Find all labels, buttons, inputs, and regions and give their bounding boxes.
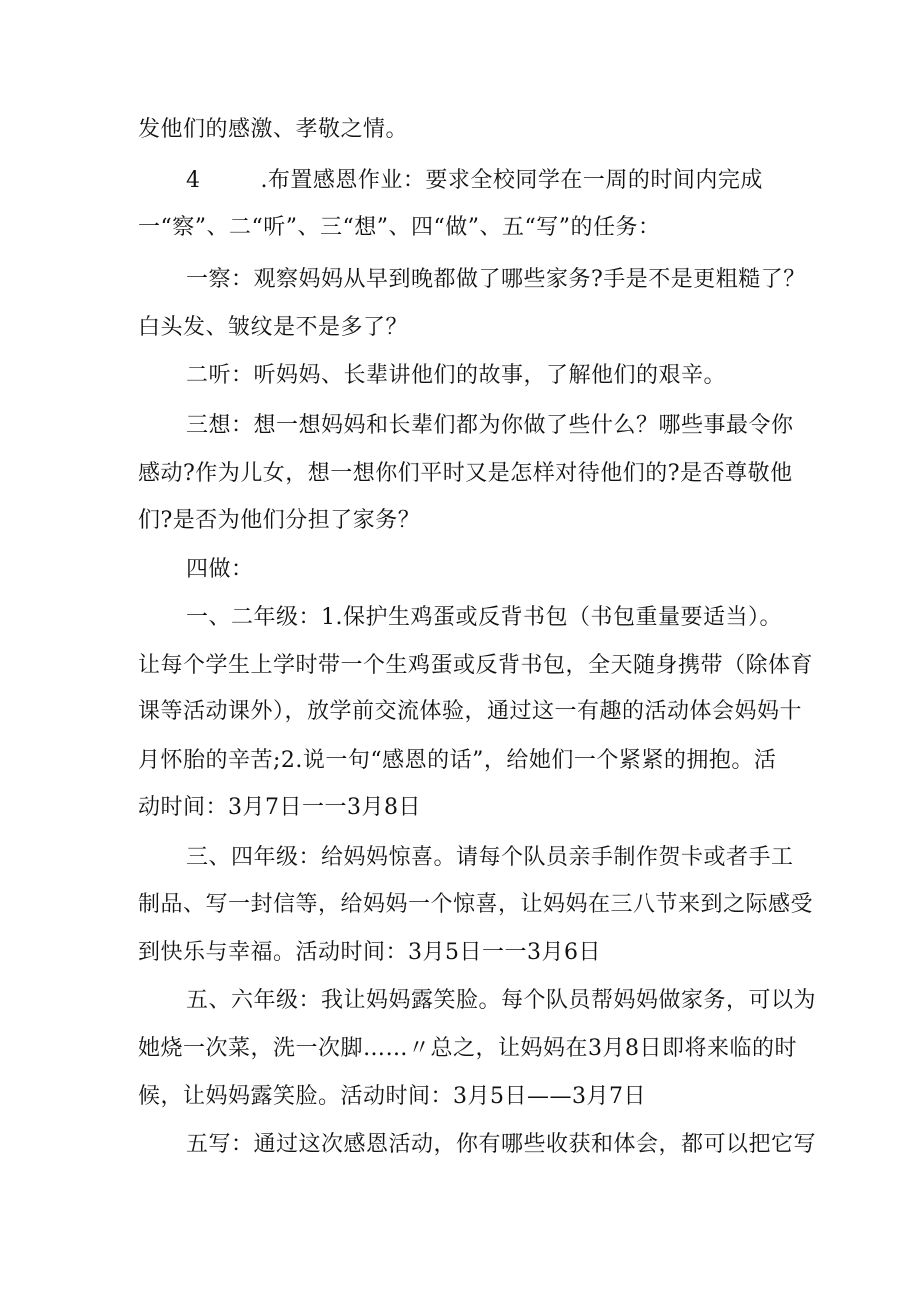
text-line: 制品、写一封信等，给妈妈一个惊喜，让妈妈在三八节来到之际感受 — [138, 892, 814, 917]
text-line: 五、六年级：我让妈妈露笑脸。每个队员帮妈妈做家务，可以为 — [186, 988, 817, 1013]
text-line: 她烧一次菜，洗一次脚……〃总之，让妈妈在3月8日即将来临的时 — [138, 1036, 797, 1061]
text-line: 课等活动课外），放学前交流体验，通过这一有趣的活动体会妈妈十 — [138, 699, 803, 724]
text-line: 候，让妈妈露笑脸。活动时间：3月5日——3月7日 — [138, 1084, 646, 1109]
text-line: 月怀胎的辛苦;2.说一句“感恩的话”，给她们一个紧紧的拥抱。活 — [138, 748, 777, 773]
text-line: 一察：观察妈妈从早到晚都做了哪些家务?手是不是更粗糙了？ — [186, 267, 806, 292]
text-line: 三、四年级：给妈妈惊喜。请每个队员亲手制作贺卡或者手工 — [186, 845, 794, 870]
text-line: 四做： — [186, 557, 254, 582]
text-line: 感动?作为儿女，想一想你们平时又是怎样对待他们的?是否尊敬他 — [138, 461, 793, 486]
text-line: 白头发、皱纹是不是多了？ — [138, 315, 409, 340]
text-line: 一、二年级：1.保护生鸡蛋或反背书包（书包重量要适当）。 — [186, 605, 782, 630]
text-line: 们?是否为他们分担了家务？ — [138, 508, 421, 533]
text-line: 三想：想一想妈妈和长辈们都为你做了些什么？哪些事最令你 — [186, 413, 794, 438]
text-line: 一“察”、二“听”、三“想”、四“做”、五“写”的任务： — [138, 215, 661, 240]
text-line: 4 .布置感恩作业：要求全校同学在一周的时间内完成 — [186, 168, 763, 193]
text-line: 让每个学生上学时带一个生鸡蛋或反背书包，全天随身携带（除体育 — [138, 653, 814, 678]
text-line: 发他们的感激、孝敬之情。 — [138, 117, 409, 142]
text-line: 二听：听妈妈、长辈讲他们的故事，了解他们的艰辛。 — [186, 363, 727, 388]
text-line: 到快乐与幸福。活动时间：3月5日一一3月6日 — [138, 940, 601, 965]
text-line: 动时间：3月7日一一3月8日 — [138, 795, 421, 820]
text-line: 五写：通过这次感恩活动，你有哪些收获和体会，都可以把它写 — [186, 1132, 817, 1157]
